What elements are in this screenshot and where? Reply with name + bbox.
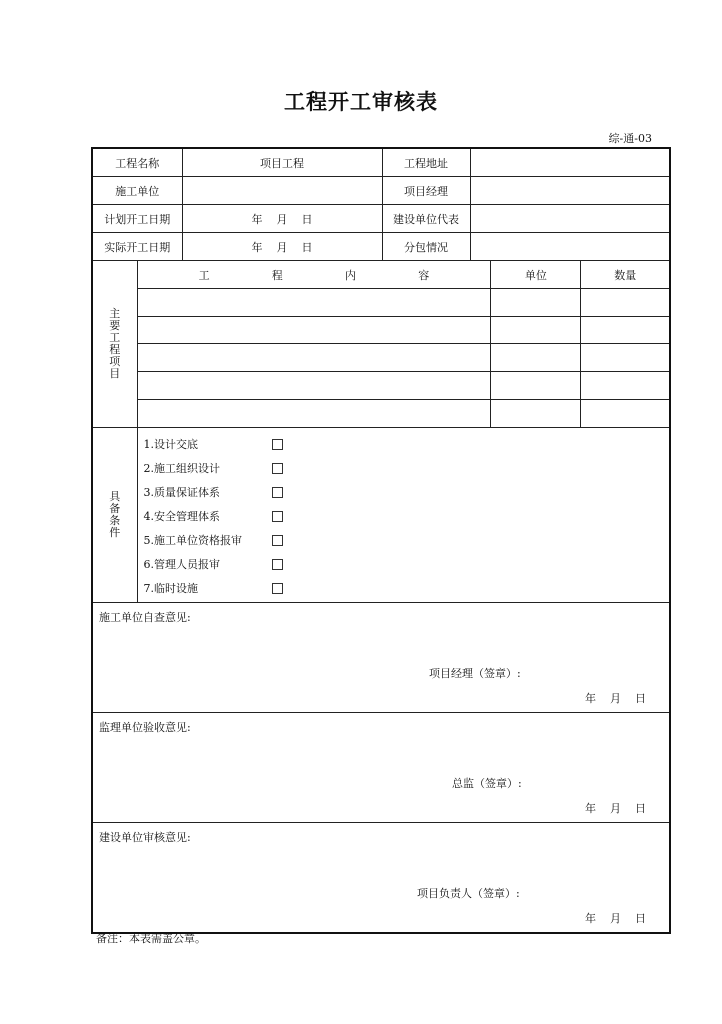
table-row — [138, 316, 670, 344]
label-owner-representative: 建设单位代表 — [382, 205, 470, 233]
owner-signature-label: 项目负责人（签章）: — [417, 887, 520, 900]
conditions-vertical-label: 具 备 条 件 — [109, 490, 121, 539]
table-row — [138, 344, 670, 372]
main-items-label-cell — [92, 261, 137, 428]
main-items-header — [138, 261, 670, 289]
value-actual-start-date[interactable] — [182, 233, 382, 261]
conditions-label-cell — [92, 428, 137, 603]
actual-month: 月 — [276, 240, 288, 254]
owner-opinion-cell[interactable] — [92, 823, 670, 934]
supervisor-opinion-date: 年 月 日 — [585, 802, 646, 815]
main-items-table — [138, 261, 670, 427]
label-contractor: 施工单位 — [92, 177, 182, 205]
info-row-project-name — [92, 148, 670, 177]
conditions-list — [138, 428, 670, 602]
contractor-opinion-section — [92, 603, 670, 713]
main-items-section — [92, 261, 670, 428]
header-work-content: 工 程 内 容 — [138, 261, 491, 289]
list-item: 3.质量保证体系 — [144, 480, 670, 504]
checkbox-staff-approval[interactable] — [272, 559, 283, 570]
supervisor-opinion-cell[interactable] — [92, 713, 670, 823]
value-project-address[interactable] — [470, 148, 670, 177]
contractor-opinion-cell[interactable] — [92, 603, 670, 713]
label-planned-start-date: 计划开工日期 — [92, 205, 182, 233]
list-item: 1.设计交底 — [144, 432, 670, 456]
contractor-signature-label: 项目经理（签章）: — [429, 667, 521, 680]
header-unit: 单位 — [491, 261, 581, 289]
info-row-planned-start — [92, 205, 670, 233]
table-row — [138, 372, 670, 400]
contractor-opinion-date: 年 月 日 — [585, 692, 646, 705]
page-title: 工程开工审核表 — [284, 90, 438, 114]
owner-opinion-section — [92, 823, 670, 934]
value-owner-representative[interactable] — [470, 205, 670, 233]
checkbox-contractor-qualification[interactable] — [272, 535, 283, 546]
checkbox-design-disclosure[interactable] — [272, 439, 283, 450]
supervisor-opinion-title: 监理单位验收意见: — [99, 721, 191, 734]
label-project-address: 工程地址 — [382, 148, 470, 177]
review-form-table — [91, 147, 671, 934]
conditions-list-cell — [137, 428, 670, 603]
label-project-manager: 项目经理 — [382, 177, 470, 205]
header-quantity: 数量 — [581, 261, 669, 289]
list-item: 7.临时设施 — [144, 576, 670, 600]
main-items-vertical-label: 主 要 工 程 项 目 — [109, 307, 121, 380]
supervisor-signature-label: 总监（签章）: — [452, 777, 522, 790]
label-subcontract-status: 分包情况 — [382, 233, 470, 261]
list-item: 4.安全管理体系 — [144, 504, 670, 528]
contractor-opinion-title: 施工单位自查意见: — [99, 611, 191, 624]
planned-day: 日 — [301, 212, 313, 226]
info-row-contractor — [92, 177, 670, 205]
value-planned-start-date[interactable] — [182, 205, 382, 233]
owner-opinion-date: 年 月 日 — [585, 912, 646, 925]
conditions-section — [92, 428, 670, 603]
list-item: 6.管理人员报审 — [144, 552, 670, 576]
main-items-grid-cell — [137, 261, 670, 428]
checkbox-safety-system[interactable] — [272, 511, 283, 522]
supervisor-opinion-section — [92, 713, 670, 823]
checkbox-construction-plan[interactable] — [272, 463, 283, 474]
list-item: 5.施工单位资格报审 — [144, 528, 670, 552]
value-contractor[interactable] — [182, 177, 382, 205]
actual-year: 年 — [251, 240, 263, 254]
value-project-manager[interactable] — [470, 177, 670, 205]
label-project-name: 工程名称 — [92, 148, 182, 177]
label-actual-start-date: 实际开工日期 — [92, 233, 182, 261]
actual-day: 日 — [301, 240, 313, 254]
checkbox-quality-system[interactable] — [272, 487, 283, 498]
info-row-actual-start — [92, 233, 670, 261]
value-subcontract-status[interactable] — [470, 233, 670, 261]
value-project-name[interactable]: 项目工程 — [182, 148, 382, 177]
planned-month: 月 — [276, 212, 288, 226]
owner-opinion-title: 建设单位审核意见: — [99, 831, 191, 844]
planned-year: 年 — [251, 212, 263, 226]
list-item: 2.施工组织设计 — [144, 456, 670, 480]
footnote: 备注：本表需盖公章。 — [96, 932, 206, 945]
table-row — [138, 289, 670, 317]
table-row — [138, 399, 670, 427]
checkbox-temporary-facilities[interactable] — [272, 583, 283, 594]
document-code: 综-通-03 — [608, 132, 652, 145]
